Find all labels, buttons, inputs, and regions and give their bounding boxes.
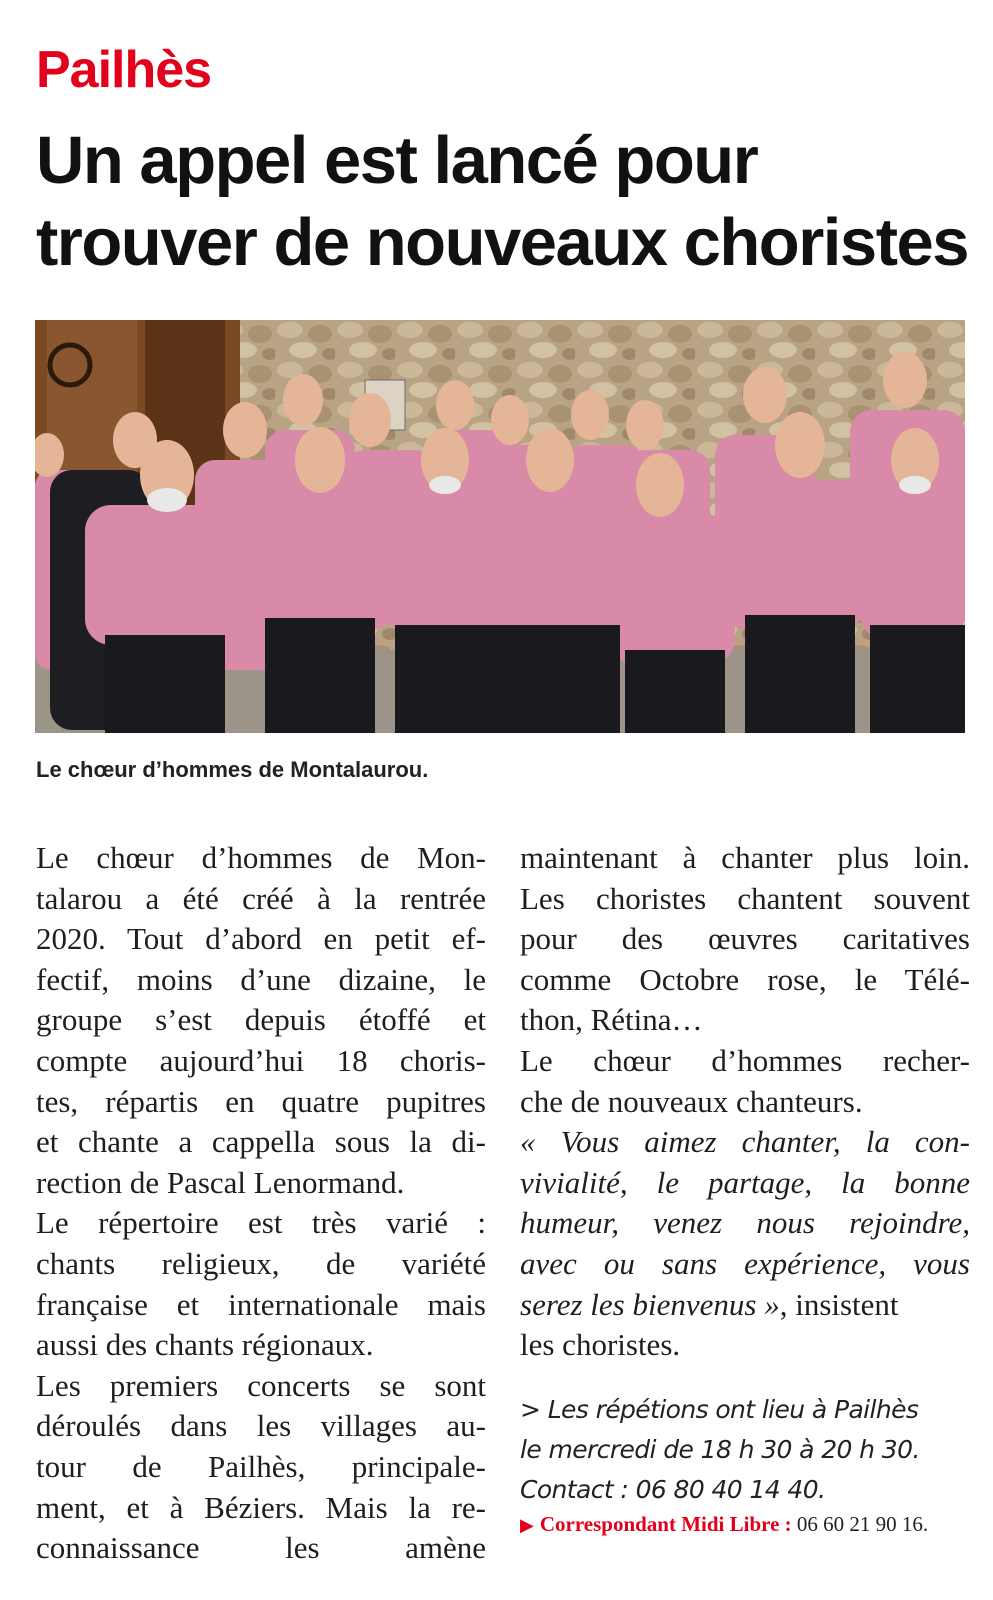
body-line: compte aujourd’hui 18 choris- [36,1042,486,1078]
headline-line: trouver de nouveaux choristes [36,205,969,280]
quote-attribution: , insistent [779,1286,899,1322]
headline [36,120,969,284]
quote-line: humeur, venez nous rejoindre, [520,1205,970,1241]
body-line: Le chœur d’hommes recher- [520,1042,970,1078]
body-line: et chante a cappella sous la di- [36,1124,486,1160]
rehearsal-place: > Les répétions ont lieu à Pailhès [520,1395,919,1424]
body-line: comme Octobre rose, le Télé- [520,961,970,997]
quote-closing-line [520,1285,970,1326]
body-line: tes, répartis en quatre pupitres [36,1083,486,1119]
quote-line: avec ou sans expérience, vous [520,1245,970,1281]
contact-phone: Contact : 06 80 40 14 40. [520,1475,826,1504]
triangle-right-icon: ▶ [520,1515,534,1535]
quote-line: vivialité, le partage, la bonne [520,1164,970,1200]
quote-end: serez les bienvenus » [520,1286,780,1322]
article-body-left-column [36,838,486,1569]
article-body-right-column [520,838,970,1366]
body-line: talarou a été créé à la rentrée [36,880,486,916]
body-line: fectif, moins d’une dizaine, le [36,961,486,997]
body-line: Le répertoire est très varié : [36,1205,486,1241]
body-line: ment, et à Béziers. Mais la re- [36,1489,486,1525]
body-line: rection de Pascal Lenormand. [36,1164,405,1200]
correspondent-phone: 06 60 21 90 16. [796,1512,929,1536]
quote-line: « Vous aimez chanter, la con- [520,1124,970,1160]
choir-photo-illustration [35,320,965,733]
body-line: déroulés dans les villages au- [36,1408,486,1444]
body-line: thon, Rétina… [520,1002,703,1038]
section-kicker: Pailhès [36,41,212,99]
body-line: connaissance les amène [36,1530,486,1566]
body-line: les choristes. [520,1327,681,1363]
body-line: maintenant à chanter plus loin. [520,840,970,875]
body-line: tour de Pailhès, principale- [36,1448,486,1484]
practical-info [520,1390,970,1510]
body-line: pour des œuvres caritatives [520,921,970,957]
correspondent-credit [520,1512,928,1537]
body-line: Les choristes chantent souvent [520,880,970,916]
photo-caption: Le chœur d’hommes de Montalaurou. [36,757,429,782]
headline-line: Un appel est lancé pour [36,123,758,198]
body-line: Les premiers concerts se sont [36,1367,486,1403]
body-line: française et internationale mais [36,1286,486,1322]
rehearsal-time: le mercredi de 18 h 30 à 20 h 30. [520,1435,920,1464]
choir-photo [35,320,965,733]
body-line: che de nouveaux chanteurs. [520,1083,863,1119]
body-line: groupe s’est depuis étoffé et [36,1002,486,1038]
body-line: chants religieux, de variété [36,1245,486,1281]
body-line: 2020. Tout d’abord en petit ef- [36,921,486,957]
body-line: aussi des chants régionaux. [36,1327,374,1363]
correspondent-label: Correspondant Midi Libre : [539,1512,792,1536]
body-line: Le chœur d’hommes de Mon- [36,840,486,875]
